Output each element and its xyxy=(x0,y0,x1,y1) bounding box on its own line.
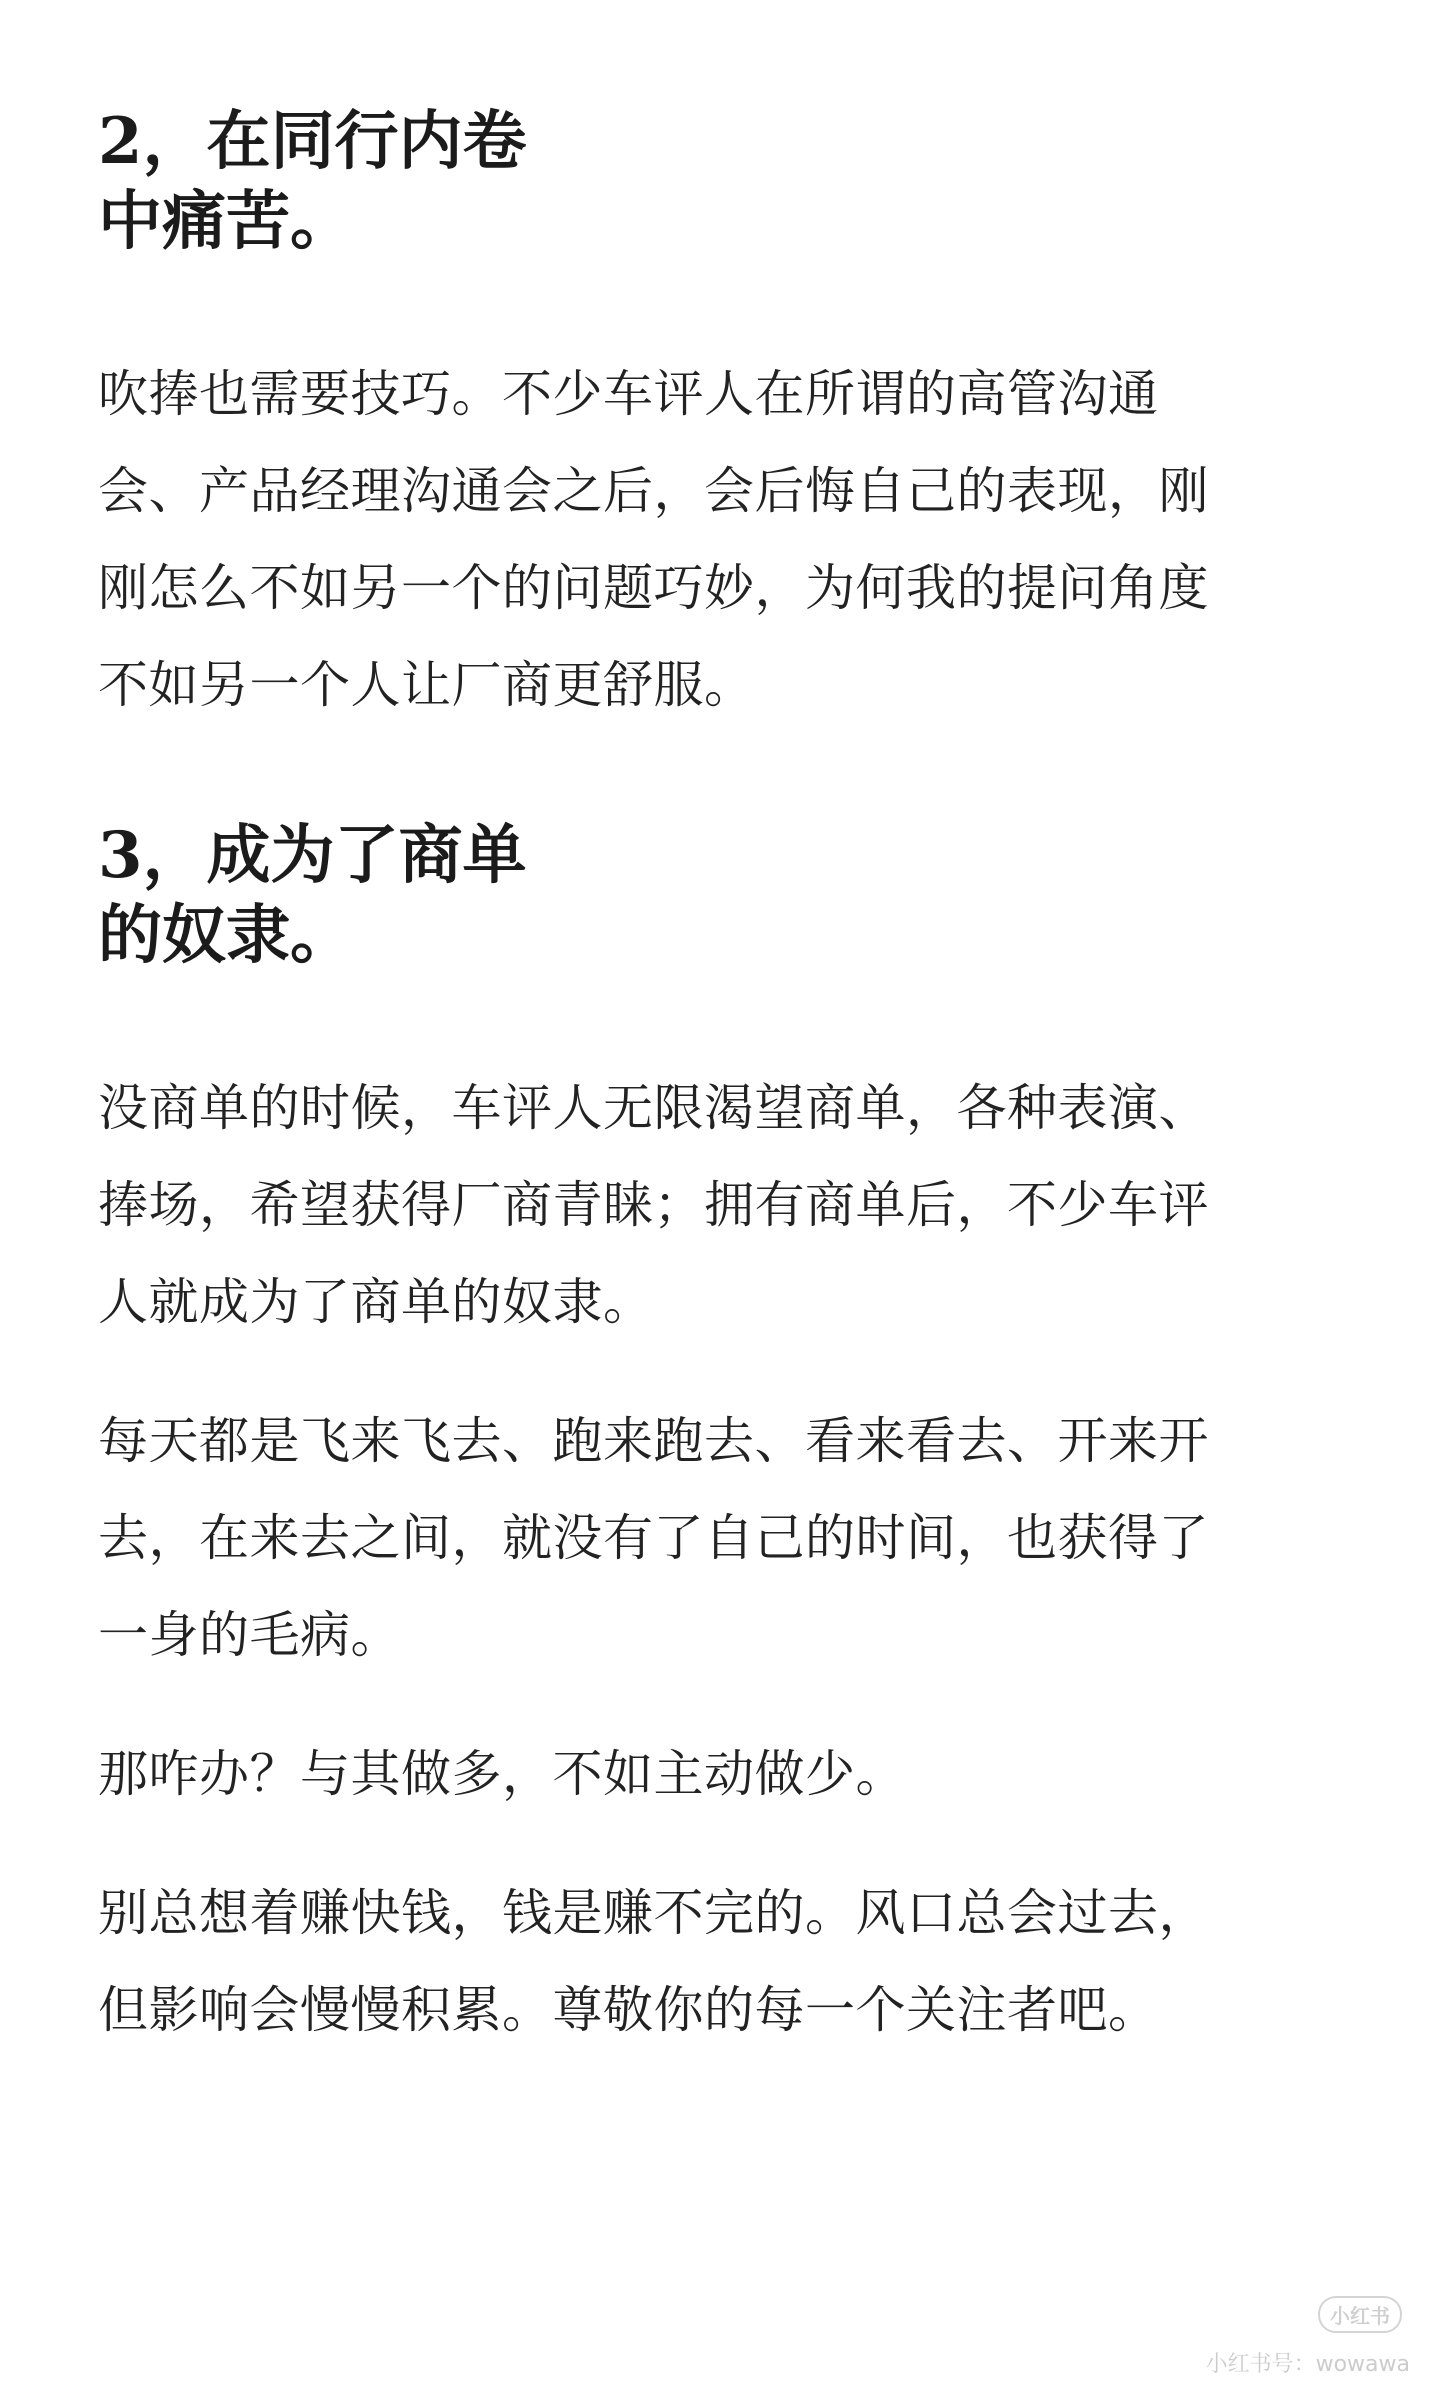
heading-line: 中痛苦。 xyxy=(98,184,354,259)
paragraph-line: 捧场，希望获得厂商青睐；拥有商单后，不少车评 xyxy=(98,1176,1209,1234)
watermark-logo: 小红书 xyxy=(1318,2296,1402,2333)
watermark-text: 小红书号：wowawa xyxy=(1205,2352,1410,2377)
paragraph-what-to-do xyxy=(98,1726,1358,1823)
paragraph-daily-travel xyxy=(98,1393,1358,1684)
paragraph-line: 去，在来去之间，就没有了自己的时间，也获得了 xyxy=(98,1509,1209,1567)
heading-line: 的奴隶。 xyxy=(98,898,354,973)
paragraph-line: 但影响会慢慢积累。尊敬你的每一个关注者吧。 xyxy=(98,1981,1159,2039)
paragraph-line: 会、产品经理沟通会之后，会后悔自己的表现，刚 xyxy=(98,462,1209,520)
paragraph-line: 不如另一个人让厂商更舒服。 xyxy=(98,656,755,714)
paragraph-line: 没商单的时候，车评人无限渴望商单，各种表演、 xyxy=(98,1079,1209,1137)
paragraph-line: 人就成为了商单的奴隶。 xyxy=(98,1273,654,1331)
heading-line: 3，成为了商单 xyxy=(98,818,527,893)
paragraph-line: 刚怎么不如另一个的问题巧妙，为何我的提问角度 xyxy=(98,559,1209,617)
paragraph-line: 每天都是飞来飞去、跑来跑去、看来看去、开来开 xyxy=(98,1412,1209,1470)
heading-line: 2，在同行内卷 xyxy=(98,104,527,179)
paragraph-flattery xyxy=(98,346,1358,734)
paragraph-line: 那咋办？与其做多，不如主动做少。 xyxy=(98,1745,906,1803)
paragraph-line: 别总想着赚快钱，钱是赚不完的。风口总会过去， xyxy=(98,1884,1209,1942)
article-body xyxy=(98,102,1358,2059)
paragraph-line: 一身的毛病。 xyxy=(98,1606,401,1664)
paragraph-advice xyxy=(98,1865,1358,2059)
section-heading-2 xyxy=(98,102,1358,262)
watermark xyxy=(1206,2296,1410,2378)
paragraph-commercial-orders xyxy=(98,1060,1358,1351)
section-heading-3 xyxy=(98,816,1358,976)
paragraph-line: 吹捧也需要技巧。不少车评人在所谓的高管沟通 xyxy=(98,365,1159,423)
